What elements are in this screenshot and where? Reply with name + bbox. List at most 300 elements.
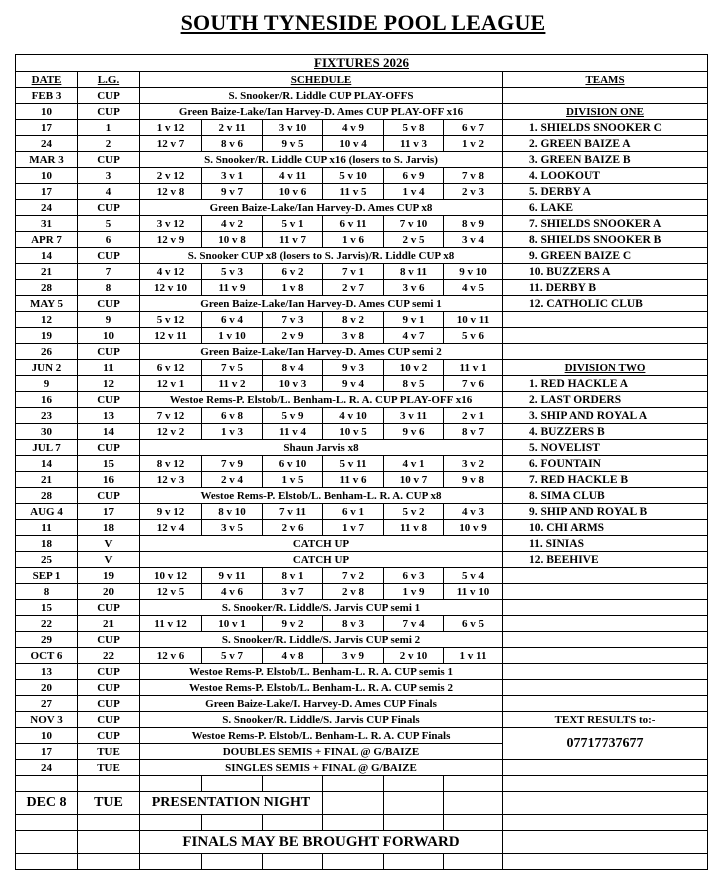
empty-cell	[444, 815, 503, 831]
fixture-event: Westoe Rems-P. Elstob/L. Benham-L. R. A. CUP PLAY-OFF x16	[140, 392, 503, 408]
fixture-date: 9	[16, 376, 78, 392]
fixture-lg: CUP	[78, 600, 140, 616]
fixture-lg: 9	[78, 312, 140, 328]
fixture-match: 7 v 3	[263, 312, 323, 328]
table-row	[16, 632, 708, 648]
fixture-match: 9 v 10	[444, 264, 503, 280]
fixture-match: 2 v 7	[323, 280, 384, 296]
fixture-match: 10 v 1	[202, 616, 263, 632]
fixture-match: 12 v 10	[140, 280, 202, 296]
fixture-event: S. Snooker CUP x8 (losers to S. Jarvis)/R. Liddle CUP x8	[140, 248, 503, 264]
fixture-match: 2 v 10	[384, 648, 444, 664]
table-row	[16, 264, 708, 280]
division-two-team: 1. RED HACKLE A	[503, 376, 708, 392]
empty-cell	[503, 776, 708, 792]
fixture-lg: CUP	[78, 696, 140, 712]
fixture-match: 10 v 5	[323, 424, 384, 440]
division-one-team: 10. BUZZERS A	[503, 264, 708, 280]
table-row	[16, 152, 708, 168]
fixture-lg: 12	[78, 376, 140, 392]
fixture-match: 4 v 7	[384, 328, 444, 344]
fixture-date: 29	[16, 632, 78, 648]
fixture-match: 2 v 11	[202, 120, 263, 136]
fixture-date: APR 7	[16, 232, 78, 248]
fixture-match: 9 v 1	[384, 312, 444, 328]
fixture-date: 26	[16, 344, 78, 360]
fixture-match: 9 v 2	[263, 616, 323, 632]
fixture-match: 11 v 6	[323, 472, 384, 488]
empty-cell	[16, 815, 78, 831]
teams-empty-cell	[503, 648, 708, 664]
empty-cell	[16, 831, 78, 854]
fixture-match: 8 v 7	[444, 424, 503, 440]
fixture-match: 7 v 8	[444, 168, 503, 184]
fixture-match: 4 v 12	[140, 264, 202, 280]
fixture-match: 3 v 2	[444, 456, 503, 472]
teams-empty-cell	[503, 664, 708, 680]
fixture-lg: CUP	[78, 152, 140, 168]
empty-cell	[384, 776, 444, 792]
fixture-event: Green Baize-Lake/Ian Harvey-D. Ames CUP x8	[140, 200, 503, 216]
fixture-lg: 7	[78, 264, 140, 280]
fixture-event: CATCH UP	[140, 536, 503, 552]
fixture-date: 17	[16, 184, 78, 200]
fixture-match: 3 v 6	[384, 280, 444, 296]
fixture-match: 1 v 8	[263, 280, 323, 296]
fixture-date: 13	[16, 664, 78, 680]
fixture-lg: CUP	[78, 104, 140, 120]
fixture-match: 12 v 6	[140, 648, 202, 664]
fixture-match: 8 v 12	[140, 456, 202, 472]
fixture-match: 7 v 12	[140, 408, 202, 424]
fixture-match: 10 v 4	[323, 136, 384, 152]
fixture-match: 2 v 4	[202, 472, 263, 488]
fixture-match: 4 v 3	[444, 504, 503, 520]
table-row	[16, 168, 708, 184]
table-row	[16, 520, 708, 536]
division-two-team: 2. LAST ORDERS	[503, 392, 708, 408]
fixture-match: 1 v 3	[202, 424, 263, 440]
fixture-lg: CUP	[78, 664, 140, 680]
table-row	[16, 664, 708, 680]
fixture-date: OCT 6	[16, 648, 78, 664]
fixture-lg: CUP	[78, 680, 140, 696]
fixture-date: NOV 3	[16, 712, 78, 728]
fixture-match: 10 v 2	[384, 360, 444, 376]
table-row	[16, 696, 708, 712]
fixture-lg: 8	[78, 280, 140, 296]
fixture-event: Green Baize-Lake/Ian Harvey-D. Ames CUP semi 1	[140, 296, 503, 312]
fixture-date: 10	[16, 104, 78, 120]
fixture-match: 5 v 10	[323, 168, 384, 184]
division-one-team: 7. SHIELDS SNOOKER A	[503, 216, 708, 232]
teams-empty-cell	[503, 584, 708, 600]
fixture-event: Westoe Rems-P. Elstob/L. Benham-L. R. A. CUP x8	[140, 488, 503, 504]
presentation-day: TUE	[78, 792, 140, 815]
table-row	[16, 200, 708, 216]
table-row	[16, 72, 708, 88]
fixture-event: DOUBLES SEMIS + FINAL @ G/BAIZE	[140, 744, 503, 760]
fixture-event: S. Snooker/R. Liddle/S. Jarvis CUP semi 1	[140, 600, 503, 616]
fixture-lg: 20	[78, 584, 140, 600]
fixture-match: 5 v 11	[323, 456, 384, 472]
table-row	[16, 376, 708, 392]
fixture-match: 8 v 9	[444, 216, 503, 232]
fixtures-caption: FIXTURES 2026	[16, 55, 708, 72]
fixture-match: 10 v 7	[384, 472, 444, 488]
fixture-match: 6 v 4	[202, 312, 263, 328]
fixture-match: 2 v 1	[444, 408, 503, 424]
fixture-lg: CUP	[78, 632, 140, 648]
division-one-team: 11. DERBY B	[503, 280, 708, 296]
fixture-date: 20	[16, 680, 78, 696]
teams-empty-cell	[503, 328, 708, 344]
fixture-match: 7 v 1	[323, 264, 384, 280]
fixture-match: 7 v 5	[202, 360, 263, 376]
empty-cell	[78, 815, 140, 831]
fixture-match: 6 v 2	[263, 264, 323, 280]
fixture-match: 12 v 8	[140, 184, 202, 200]
fixture-match: 4 v 5	[444, 280, 503, 296]
fixture-lg: CUP	[78, 728, 140, 744]
fixture-date: 27	[16, 696, 78, 712]
fixture-lg: 11	[78, 360, 140, 376]
division-two-team: 12. BEEHIVE	[503, 552, 708, 568]
fixture-match: 6 v 12	[140, 360, 202, 376]
division-two-team: 9. SHIP AND ROYAL B	[503, 504, 708, 520]
table-row	[16, 55, 708, 72]
empty-cell	[202, 854, 263, 870]
empty-cell	[444, 854, 503, 870]
fixture-lg: 22	[78, 648, 140, 664]
division-two-team: 4. BUZZERS B	[503, 424, 708, 440]
fixture-match: 3 v 8	[323, 328, 384, 344]
table-row	[16, 456, 708, 472]
fixture-date: 14	[16, 248, 78, 264]
fixture-match: 10 v 9	[444, 520, 503, 536]
division-two-team: 10. CHI ARMS	[503, 520, 708, 536]
empty-cell	[444, 792, 503, 815]
table-row	[16, 120, 708, 136]
empty-cell	[384, 854, 444, 870]
fixture-lg: CUP	[78, 712, 140, 728]
empty-cell	[16, 776, 78, 792]
table-row	[16, 648, 708, 664]
fixture-match: 7 v 11	[263, 504, 323, 520]
fixture-match: 7 v 9	[202, 456, 263, 472]
fixture-match: 12 v 1	[140, 376, 202, 392]
table-row	[16, 440, 708, 456]
fixture-match: 2 v 8	[323, 584, 384, 600]
division-two-team: 11. SINIAS	[503, 536, 708, 552]
fixture-date: 11	[16, 520, 78, 536]
fixture-date: 21	[16, 264, 78, 280]
fixture-match: 4 v 8	[263, 648, 323, 664]
fixture-match: 1 v 7	[323, 520, 384, 536]
fixture-match: 12 v 7	[140, 136, 202, 152]
empty-cell	[263, 854, 323, 870]
fixture-date: 10	[16, 728, 78, 744]
fixture-date: AUG 4	[16, 504, 78, 520]
fixture-match: 5 v 8	[384, 120, 444, 136]
fixture-match: 2 v 6	[263, 520, 323, 536]
fixture-match: 11 v 5	[323, 184, 384, 200]
division-one-team: 2. GREEN BAIZE A	[503, 136, 708, 152]
fixture-match: 9 v 11	[202, 568, 263, 584]
fixture-match: 6 v 11	[323, 216, 384, 232]
fixture-match: 12 v 5	[140, 584, 202, 600]
fixture-match: 7 v 2	[323, 568, 384, 584]
division-one-team: 6. LAKE	[503, 200, 708, 216]
fixture-match: 9 v 4	[323, 376, 384, 392]
fixture-match: 4 v 2	[202, 216, 263, 232]
fixture-date: 18	[16, 536, 78, 552]
fixture-match: 8 v 10	[202, 504, 263, 520]
fixture-lg: CUP	[78, 392, 140, 408]
fixture-lg: 13	[78, 408, 140, 424]
fixture-lg: TUE	[78, 744, 140, 760]
fixture-match: 11 v 8	[384, 520, 444, 536]
fixture-match: 5 v 12	[140, 312, 202, 328]
table-row	[16, 184, 708, 200]
fixture-event: Westoe Rems-P. Elstob/L. Benham-L. R. A. CUP semis 1	[140, 664, 503, 680]
empty-cell	[323, 792, 384, 815]
table-row	[16, 600, 708, 616]
fixture-event: Green Baize-Lake/Ian Harvey-D. Ames CUP semi 2	[140, 344, 503, 360]
empty-cell	[202, 776, 263, 792]
fixture-match: 9 v 7	[202, 184, 263, 200]
fixture-match: 12 v 2	[140, 424, 202, 440]
fixture-match: 5 v 4	[444, 568, 503, 584]
fixture-date: 25	[16, 552, 78, 568]
fixture-lg: CUP	[78, 344, 140, 360]
header-teams: TEAMS	[503, 72, 708, 88]
empty-cell	[78, 854, 140, 870]
fixture-match: 10 v 8	[202, 232, 263, 248]
fixture-lg: V	[78, 552, 140, 568]
fixture-match: 11 v 10	[444, 584, 503, 600]
fixture-match: 6 v 3	[384, 568, 444, 584]
teams-empty-cell	[503, 760, 708, 776]
header-date: DATE	[16, 72, 78, 88]
division-two-team: 8. SIMA CLUB	[503, 488, 708, 504]
fixture-match: 11 v 2	[202, 376, 263, 392]
fixture-match: 9 v 6	[384, 424, 444, 440]
fixture-match: 6 v 10	[263, 456, 323, 472]
fixture-date: 31	[16, 216, 78, 232]
empty-cell	[263, 815, 323, 831]
fixture-match: 4 v 1	[384, 456, 444, 472]
table-row	[16, 296, 708, 312]
table-row	[16, 424, 708, 440]
fixture-lg: 6	[78, 232, 140, 248]
fixture-match: 6 v 7	[444, 120, 503, 136]
presentation-date: DEC 8	[16, 792, 78, 815]
empty-cell	[503, 792, 708, 815]
fixture-match: 11 v 9	[202, 280, 263, 296]
fixture-event: Westoe Rems-P. Elstob/L. Benham-L. R. A. CUP semis 2	[140, 680, 503, 696]
presentation-night: PRESENTATION NIGHT	[140, 792, 323, 815]
fixture-lg: 21	[78, 616, 140, 632]
fixture-lg: 18	[78, 520, 140, 536]
fixture-date: MAR 3	[16, 152, 78, 168]
fixture-match: 8 v 5	[384, 376, 444, 392]
fixture-match: 5 v 9	[263, 408, 323, 424]
teams-empty-cell	[503, 600, 708, 616]
fixture-date: FEB 3	[16, 88, 78, 104]
empty-cell	[444, 776, 503, 792]
fixture-match: 12 v 3	[140, 472, 202, 488]
division-one-team: 1. SHIELDS SNOOKER C	[503, 120, 708, 136]
fixture-lg: CUP	[78, 488, 140, 504]
fixture-match: 5 v 6	[444, 328, 503, 344]
empty-cell	[323, 776, 384, 792]
empty-cell	[140, 854, 202, 870]
fixture-match: 3 v 10	[263, 120, 323, 136]
fixture-lg: 3	[78, 168, 140, 184]
table-row	[16, 472, 708, 488]
fixture-match: 4 v 9	[323, 120, 384, 136]
fixture-event: CATCH UP	[140, 552, 503, 568]
fixture-match: 7 v 4	[384, 616, 444, 632]
fixture-event: Shaun Jarvis x8	[140, 440, 503, 456]
fixtures-body	[16, 55, 708, 870]
fixture-date: 30	[16, 424, 78, 440]
fixture-date: JUL 7	[16, 440, 78, 456]
fixture-match: 9 v 8	[444, 472, 503, 488]
fixture-event: S. Snooker/R. Liddle/S. Jarvis CUP semi 2	[140, 632, 503, 648]
header-lg: L.G.	[78, 72, 140, 88]
fixture-match: 10 v 6	[263, 184, 323, 200]
division-one-team: 3. GREEN BAIZE B	[503, 152, 708, 168]
fixture-match: 3 v 12	[140, 216, 202, 232]
empty-cell	[78, 831, 140, 854]
table-row	[16, 584, 708, 600]
teams-empty-cell	[503, 88, 708, 104]
division-two-team: 6. FOUNTAIN	[503, 456, 708, 472]
empty-cell	[323, 854, 384, 870]
fixture-lg: 10	[78, 328, 140, 344]
fixture-match: 1 v 10	[202, 328, 263, 344]
division-one-team: 8. SHIELDS SNOOKER B	[503, 232, 708, 248]
fixture-match: 6 v 9	[384, 168, 444, 184]
fixture-match: 9 v 3	[323, 360, 384, 376]
fixture-match: 2 v 9	[263, 328, 323, 344]
fixture-match: 8 v 4	[263, 360, 323, 376]
table-row	[16, 136, 708, 152]
page-title: SOUTH TYNESIDE POOL LEAGUE	[180, 10, 546, 35]
fixture-event: Westoe Rems-P. Elstob/L. Benham-L. R. A. CUP Finals	[140, 728, 503, 744]
teams-empty-cell	[503, 568, 708, 584]
fixture-match: 5 v 3	[202, 264, 263, 280]
table-row	[16, 854, 708, 870]
text-results-phone: 07717737677	[503, 728, 708, 760]
fixture-match: 12 v 11	[140, 328, 202, 344]
empty-cell	[384, 815, 444, 831]
fixture-date: 17	[16, 120, 78, 136]
fixture-date: 12	[16, 312, 78, 328]
empty-cell	[140, 815, 202, 831]
fixture-match: 3 v 4	[444, 232, 503, 248]
table-row	[16, 504, 708, 520]
fixture-lg: 16	[78, 472, 140, 488]
fixture-match: 1 v 6	[323, 232, 384, 248]
fixture-date: 24	[16, 136, 78, 152]
division-one-heading: DIVISION ONE	[503, 104, 708, 120]
fixture-date: 28	[16, 280, 78, 296]
table-row	[16, 815, 708, 831]
division-one-team: 5. DERBY A	[503, 184, 708, 200]
fixture-match: 2 v 12	[140, 168, 202, 184]
fixture-match: 1 v 9	[384, 584, 444, 600]
fixture-date: 21	[16, 472, 78, 488]
table-row	[16, 568, 708, 584]
fixture-lg: 19	[78, 568, 140, 584]
teams-empty-cell	[503, 680, 708, 696]
table-row	[16, 728, 708, 744]
fixture-match: 5 v 2	[384, 504, 444, 520]
fixture-event: S. Snooker/R. Liddle CUP PLAY-OFFS	[140, 88, 503, 104]
division-one-team: 4. LOOKOUT	[503, 168, 708, 184]
fixture-date: JUN 2	[16, 360, 78, 376]
table-row	[16, 536, 708, 552]
fixture-match: 4 v 6	[202, 584, 263, 600]
fixture-match: 11 v 4	[263, 424, 323, 440]
fixture-match: 3 v 5	[202, 520, 263, 536]
fixture-lg: TUE	[78, 760, 140, 776]
fixture-match: 7 v 10	[384, 216, 444, 232]
teams-empty-cell	[503, 616, 708, 632]
fixture-match: 11 v 3	[384, 136, 444, 152]
fixture-match: 1 v 11	[444, 648, 503, 664]
table-row	[16, 616, 708, 632]
fixture-match: 4 v 11	[263, 168, 323, 184]
fixture-lg: 17	[78, 504, 140, 520]
teams-empty-cell	[503, 632, 708, 648]
empty-cell	[16, 854, 78, 870]
table-row	[16, 248, 708, 264]
fixture-lg: CUP	[78, 248, 140, 264]
fixture-date: 10	[16, 168, 78, 184]
fixture-match: 8 v 6	[202, 136, 263, 152]
header-schedule: SCHEDULE	[140, 72, 503, 88]
fixture-date: 17	[16, 744, 78, 760]
division-one-team: 9. GREEN BAIZE C	[503, 248, 708, 264]
empty-cell	[503, 815, 708, 831]
teams-empty-cell	[503, 312, 708, 328]
fixture-lg: CUP	[78, 88, 140, 104]
empty-cell	[78, 776, 140, 792]
table-row	[16, 312, 708, 328]
fixture-lg: 4	[78, 184, 140, 200]
fixture-match: 6 v 5	[444, 616, 503, 632]
fixture-match: 8 v 2	[323, 312, 384, 328]
fixture-match: 3 v 9	[323, 648, 384, 664]
empty-cell	[503, 831, 708, 854]
fixture-lg: 1	[78, 120, 140, 136]
table-row	[16, 792, 708, 815]
table-row	[16, 408, 708, 424]
fixture-date: SEP 1	[16, 568, 78, 584]
table-row	[16, 776, 708, 792]
division-one-team: 12. CATHOLIC CLUB	[503, 296, 708, 312]
fixture-date: 23	[16, 408, 78, 424]
table-row	[16, 216, 708, 232]
fixture-lg: V	[78, 536, 140, 552]
fixture-match: 10 v 12	[140, 568, 202, 584]
fixture-date: 8	[16, 584, 78, 600]
fixture-event: S. Snooker/R. Liddle CUP x16 (losers to S. Jarvis)	[140, 152, 503, 168]
